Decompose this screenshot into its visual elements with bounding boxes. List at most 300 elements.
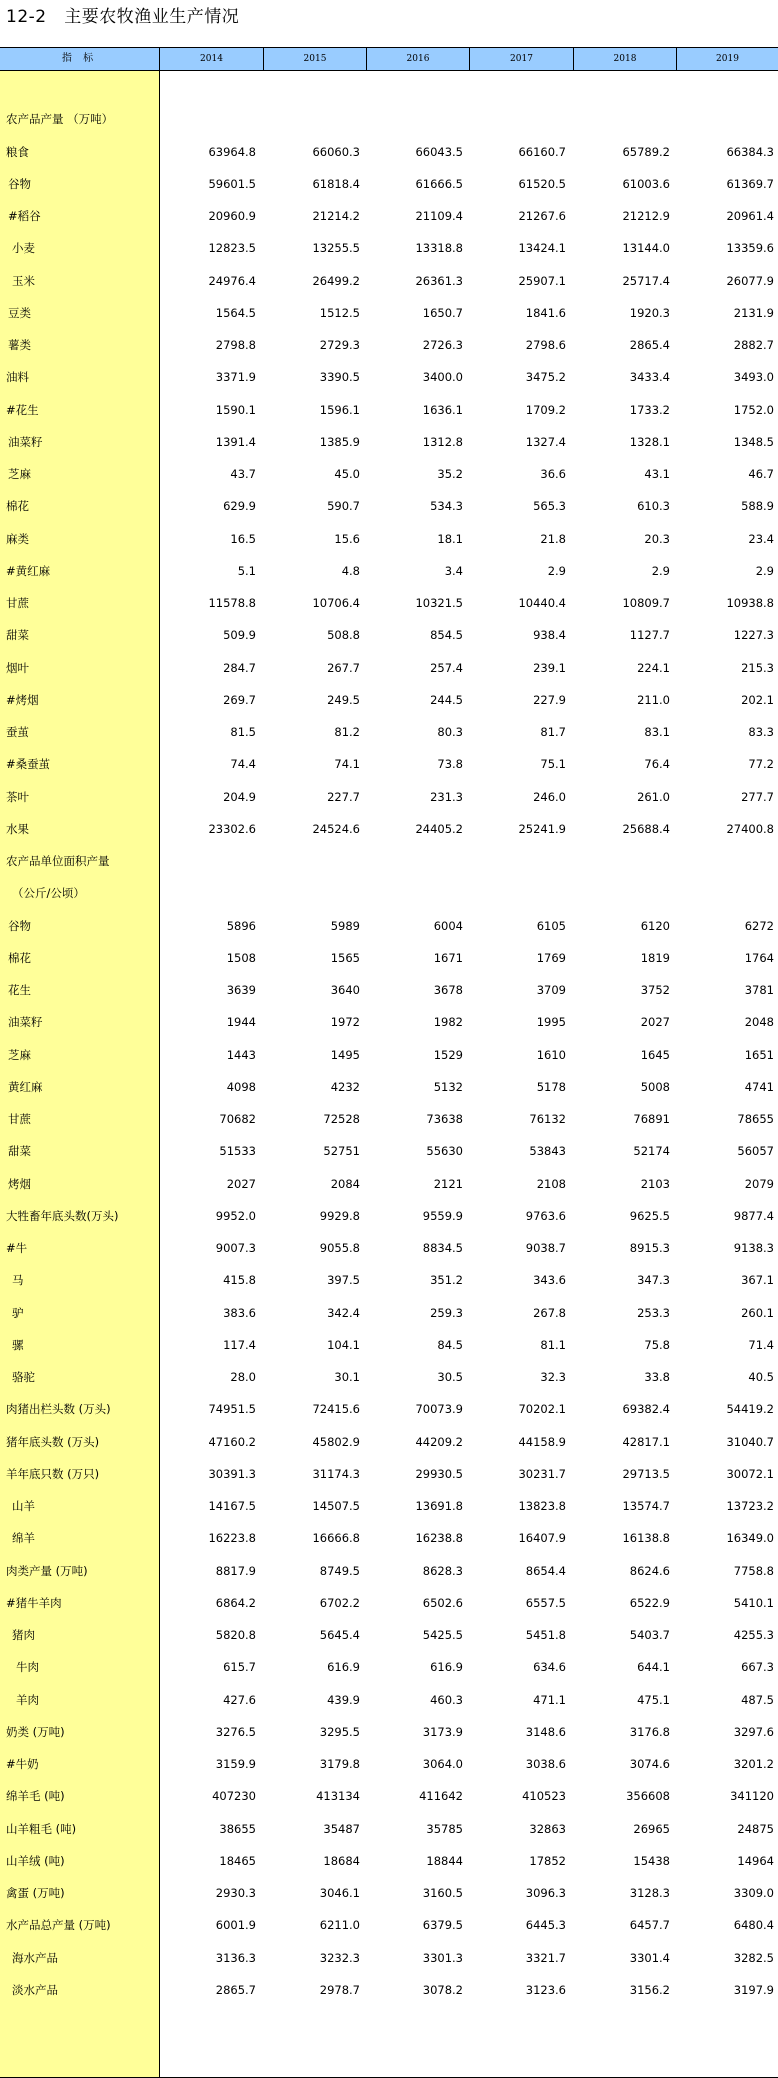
table-row bbox=[0, 1684, 778, 1716]
table-row bbox=[0, 71, 778, 103]
value-cell: 13823.8 bbox=[518, 1499, 566, 1513]
row-label: 甜菜 bbox=[8, 1144, 31, 1159]
value-cell: 9625.5 bbox=[629, 1208, 670, 1223]
value-cell: 74951.5 bbox=[208, 1402, 256, 1417]
value-cell: 4232 bbox=[330, 1079, 360, 1094]
value-cell: 3074.6 bbox=[629, 1757, 670, 1771]
value-cell: 3176.8 bbox=[629, 1724, 670, 1739]
value-cell: 239.1 bbox=[533, 660, 566, 675]
row-label: 芝麻 bbox=[8, 467, 31, 481]
value-cell: 20961.4 bbox=[726, 209, 774, 223]
row-label: #桑蚕茧 bbox=[6, 757, 51, 772]
value-cell: 383.6 bbox=[223, 1305, 256, 1320]
value-cell: 3295.5 bbox=[319, 1724, 360, 1739]
value-cell: 52751 bbox=[323, 1144, 360, 1159]
row-label: 羊年底只数 (万只) bbox=[6, 1466, 100, 1481]
value-cell: 36.6 bbox=[540, 467, 566, 481]
value-cell: 1841.6 bbox=[525, 305, 566, 320]
value-cell: 634.6 bbox=[533, 1660, 566, 1675]
table-row bbox=[0, 232, 778, 264]
value-cell: 8915.3 bbox=[629, 1241, 670, 1255]
value-cell: 9952.0 bbox=[215, 1208, 256, 1223]
row-label: 水果 bbox=[6, 821, 29, 836]
value-cell: 5.1 bbox=[237, 563, 256, 578]
value-cell: 13144.0 bbox=[622, 241, 670, 256]
table-row bbox=[0, 1458, 778, 1490]
value-cell: 615.7 bbox=[223, 1660, 256, 1675]
value-cell bbox=[486, 877, 566, 909]
value-cell: 367.1 bbox=[741, 1273, 774, 1288]
value-cell: 2930.3 bbox=[215, 1886, 256, 1900]
value-cell: 40.5 bbox=[748, 1370, 774, 1384]
value-cell bbox=[590, 103, 670, 135]
table-row bbox=[0, 619, 778, 651]
value-cell: 83.3 bbox=[748, 725, 774, 739]
table-row bbox=[0, 845, 778, 877]
value-cell: 2084 bbox=[330, 1176, 360, 1191]
value-cell: 44158.9 bbox=[518, 1434, 566, 1449]
table-row bbox=[0, 1168, 778, 1200]
value-cell: 410523 bbox=[522, 1789, 566, 1804]
table-row bbox=[0, 1974, 778, 2006]
value-cell: 81.1 bbox=[540, 1337, 566, 1352]
value-cell: 28.0 bbox=[230, 1370, 256, 1384]
value-cell: 61666.5 bbox=[415, 176, 463, 191]
row-label: 棉花 bbox=[8, 950, 31, 965]
table-header bbox=[0, 47, 778, 71]
value-cell: 253.3 bbox=[637, 1305, 670, 1320]
value-cell: 343.6 bbox=[533, 1273, 566, 1288]
table-row bbox=[0, 394, 778, 426]
value-cell: 81.5 bbox=[230, 725, 256, 739]
row-label: 麻类 bbox=[6, 531, 29, 546]
value-cell: 1596.1 bbox=[319, 402, 360, 417]
value-cell: 16349.0 bbox=[726, 1531, 774, 1546]
value-cell: 1671 bbox=[433, 950, 463, 965]
value-cell: 8817.9 bbox=[215, 1563, 256, 1578]
table-row bbox=[0, 1103, 778, 1135]
value-cell: 1127.7 bbox=[629, 628, 670, 643]
value-cell: 16238.8 bbox=[415, 1531, 463, 1546]
value-cell: 31040.7 bbox=[726, 1434, 774, 1449]
row-label: 烤烟 bbox=[8, 1176, 31, 1191]
table-row bbox=[0, 813, 778, 845]
value-cell: 267.8 bbox=[533, 1305, 566, 1320]
value-cell: 1385.9 bbox=[319, 434, 360, 449]
header-year: 2014 bbox=[160, 48, 264, 70]
value-cell: 8749.5 bbox=[319, 1563, 360, 1578]
value-cell: 509.9 bbox=[223, 628, 256, 643]
value-cell: 1227.3 bbox=[733, 628, 774, 643]
value-cell: 3232.3 bbox=[319, 1950, 360, 1965]
value-cell: 2798.6 bbox=[525, 338, 566, 352]
value-cell: 415.8 bbox=[223, 1273, 256, 1288]
value-cell: 24405.2 bbox=[415, 821, 463, 836]
row-label: #稻谷 bbox=[8, 209, 41, 223]
value-cell: 1645 bbox=[640, 1047, 670, 1062]
row-label: （公斤/公顷） bbox=[12, 886, 85, 901]
value-cell: 27400.8 bbox=[726, 821, 774, 836]
value-cell: 351.2 bbox=[430, 1273, 463, 1288]
value-cell: 4098 bbox=[226, 1079, 256, 1094]
table-row bbox=[0, 297, 778, 329]
value-cell: 24524.6 bbox=[312, 821, 360, 836]
value-cell: 29930.5 bbox=[415, 1466, 463, 1481]
value-cell: 63964.8 bbox=[208, 144, 256, 159]
table-row bbox=[0, 426, 778, 458]
row-label: #黄红麻 bbox=[6, 563, 51, 578]
value-cell: 56057 bbox=[737, 1144, 774, 1159]
value-cell: 15438 bbox=[633, 1853, 670, 1868]
value-cell: 269.7 bbox=[223, 692, 256, 707]
value-cell: 3173.9 bbox=[422, 1724, 463, 1739]
value-cell: 610.3 bbox=[637, 499, 670, 514]
value-cell: 74.4 bbox=[230, 757, 256, 772]
value-cell: 11578.8 bbox=[208, 596, 256, 610]
row-label: 油菜籽 bbox=[8, 1015, 43, 1030]
table-row bbox=[0, 877, 778, 909]
value-cell: 20960.9 bbox=[208, 209, 256, 223]
value-cell bbox=[590, 877, 670, 909]
value-cell: 3321.7 bbox=[525, 1950, 566, 1965]
value-cell: 2103 bbox=[640, 1176, 670, 1191]
value-cell: 42817.1 bbox=[622, 1434, 670, 1449]
value-cell: 3276.5 bbox=[215, 1724, 256, 1739]
value-cell: 4.8 bbox=[341, 563, 360, 578]
value-cell: 77.2 bbox=[748, 757, 774, 772]
value-cell: 3493.0 bbox=[733, 370, 774, 385]
row-label: 粮食 bbox=[6, 144, 29, 159]
value-cell: 1733.2 bbox=[629, 402, 670, 417]
value-cell: 5645.4 bbox=[319, 1628, 360, 1642]
table-row bbox=[0, 1845, 778, 1877]
value-cell: 51533 bbox=[219, 1144, 256, 1159]
value-cell: 5132 bbox=[433, 1079, 463, 1094]
row-label: 油菜籽 bbox=[8, 434, 43, 449]
value-cell: 1327.4 bbox=[525, 434, 566, 449]
table-row bbox=[0, 1426, 778, 1458]
value-cell: 26077.9 bbox=[726, 273, 774, 288]
table-row bbox=[0, 684, 778, 716]
value-cell: 3475.2 bbox=[525, 370, 566, 385]
value-cell: 3433.4 bbox=[629, 370, 670, 385]
table-row bbox=[0, 555, 778, 587]
value-cell: 3400.0 bbox=[422, 370, 463, 385]
value-cell: 26499.2 bbox=[312, 273, 360, 288]
value-cell: 73638 bbox=[426, 1112, 463, 1126]
row-label: 骡 bbox=[12, 1337, 24, 1352]
value-cell: 588.9 bbox=[741, 499, 774, 514]
value-cell: 3038.6 bbox=[525, 1757, 566, 1771]
value-cell: 16138.8 bbox=[622, 1531, 670, 1546]
value-cell bbox=[383, 877, 463, 909]
table-row bbox=[0, 1071, 778, 1103]
value-cell: 46.7 bbox=[748, 467, 774, 481]
table-row bbox=[0, 200, 778, 232]
row-label: 薯类 bbox=[8, 338, 31, 352]
value-cell: 1819 bbox=[640, 950, 670, 965]
value-cell: 3179.8 bbox=[319, 1757, 360, 1771]
row-label: 烟叶 bbox=[6, 660, 29, 675]
value-cell: 3197.9 bbox=[733, 1982, 774, 1997]
value-cell: 10706.4 bbox=[312, 596, 360, 610]
value-cell: 71.4 bbox=[748, 1337, 774, 1352]
value-cell: 6445.3 bbox=[525, 1918, 566, 1933]
value-cell: 341120 bbox=[730, 1789, 774, 1804]
value-cell: 21214.2 bbox=[312, 209, 360, 223]
value-cell bbox=[176, 845, 256, 877]
table-row bbox=[0, 974, 778, 1006]
value-cell: 15.6 bbox=[334, 531, 360, 546]
value-cell: 13574.7 bbox=[622, 1499, 670, 1513]
table-row bbox=[0, 716, 778, 748]
value-cell: 1769 bbox=[536, 950, 566, 965]
value-cell: 1982 bbox=[433, 1015, 463, 1030]
value-cell: 43.1 bbox=[644, 467, 670, 481]
value-cell: 2108 bbox=[536, 1176, 566, 1191]
value-cell: 72415.6 bbox=[312, 1402, 360, 1417]
value-cell: 9055.8 bbox=[319, 1241, 360, 1255]
value-cell: 3159.9 bbox=[215, 1757, 256, 1771]
row-label: 绵羊毛 (吨) bbox=[6, 1789, 65, 1804]
value-cell: 1529 bbox=[433, 1047, 463, 1062]
value-cell: 259.3 bbox=[430, 1305, 463, 1320]
value-cell: 1650.7 bbox=[422, 305, 463, 320]
table-row bbox=[0, 1393, 778, 1425]
value-cell: 70682 bbox=[219, 1112, 256, 1126]
value-cell: 6702.2 bbox=[319, 1595, 360, 1610]
value-cell: 1565 bbox=[330, 950, 360, 965]
value-cell: 8654.4 bbox=[525, 1563, 566, 1578]
row-label: 水产品总产量 (万吨) bbox=[6, 1918, 111, 1933]
value-cell: 4741 bbox=[744, 1079, 774, 1094]
row-label: 芝麻 bbox=[8, 1047, 31, 1062]
row-label: 甜菜 bbox=[6, 628, 29, 643]
value-cell: 277.7 bbox=[741, 789, 774, 804]
value-cell bbox=[280, 877, 360, 909]
value-cell: 667.3 bbox=[741, 1660, 774, 1675]
value-cell: 30391.3 bbox=[208, 1466, 256, 1481]
value-cell: 413134 bbox=[316, 1789, 360, 1804]
value-cell: 75.8 bbox=[644, 1337, 670, 1352]
value-cell: 30072.1 bbox=[726, 1466, 774, 1481]
row-label: 茶叶 bbox=[6, 789, 29, 804]
value-cell: 81.7 bbox=[540, 725, 566, 739]
value-cell: 16.5 bbox=[230, 531, 256, 546]
value-cell: 66060.3 bbox=[312, 144, 360, 159]
value-cell bbox=[486, 845, 566, 877]
row-label: 玉米 bbox=[12, 273, 35, 288]
value-cell: 397.5 bbox=[327, 1273, 360, 1288]
row-label: 山羊 bbox=[12, 1499, 35, 1513]
value-cell: 43.7 bbox=[230, 467, 256, 481]
value-cell: 9929.8 bbox=[319, 1208, 360, 1223]
row-label: #花生 bbox=[6, 402, 39, 417]
row-label: 蚕茧 bbox=[6, 725, 29, 739]
value-cell: 475.1 bbox=[637, 1692, 670, 1707]
value-cell bbox=[694, 845, 774, 877]
value-cell: 4255.3 bbox=[733, 1628, 774, 1642]
value-cell: 75.1 bbox=[540, 757, 566, 772]
value-cell: 8624.6 bbox=[629, 1563, 670, 1578]
value-cell: 76891 bbox=[633, 1112, 670, 1126]
value-cell: 70202.1 bbox=[518, 1402, 566, 1417]
table-row bbox=[0, 1490, 778, 1522]
value-cell: 45802.9 bbox=[312, 1434, 360, 1449]
value-cell: 257.4 bbox=[430, 660, 463, 675]
value-cell: 9877.4 bbox=[733, 1208, 774, 1223]
value-cell: 6001.9 bbox=[215, 1918, 256, 1933]
value-cell: 534.3 bbox=[430, 499, 463, 514]
value-cell: 3201.2 bbox=[733, 1757, 774, 1771]
value-cell bbox=[694, 103, 774, 135]
value-cell: 1972 bbox=[330, 1015, 360, 1030]
value-cell: 5403.7 bbox=[629, 1628, 670, 1642]
value-cell: 25717.4 bbox=[622, 273, 670, 288]
value-cell: 284.7 bbox=[223, 660, 256, 675]
value-cell: 227.7 bbox=[327, 789, 360, 804]
value-cell: 5178 bbox=[536, 1079, 566, 1094]
value-cell: 854.5 bbox=[430, 628, 463, 643]
value-cell: 7758.8 bbox=[733, 1563, 774, 1578]
table-row bbox=[0, 1361, 778, 1393]
value-cell: 3.4 bbox=[444, 563, 463, 578]
table-row bbox=[0, 1942, 778, 1974]
value-cell: 55630 bbox=[426, 1144, 463, 1159]
value-cell: 10440.4 bbox=[518, 596, 566, 610]
value-cell: 66384.3 bbox=[726, 144, 774, 159]
table-row bbox=[0, 652, 778, 684]
value-cell: 9038.7 bbox=[525, 1241, 566, 1255]
value-cell: 6120 bbox=[640, 918, 670, 933]
value-cell: 21212.9 bbox=[622, 209, 670, 223]
value-cell: 6379.5 bbox=[422, 1918, 463, 1933]
value-cell: 427.6 bbox=[223, 1692, 256, 1707]
value-cell: 1348.5 bbox=[733, 434, 774, 449]
value-cell: 6004 bbox=[433, 918, 463, 933]
value-cell: 347.3 bbox=[637, 1273, 670, 1288]
value-cell: 3148.6 bbox=[525, 1724, 566, 1739]
table-row bbox=[0, 1039, 778, 1071]
value-cell: 2121 bbox=[433, 1176, 463, 1191]
value-cell: 47160.2 bbox=[208, 1434, 256, 1449]
value-cell: 411642 bbox=[419, 1789, 463, 1804]
value-cell bbox=[694, 71, 774, 103]
value-cell: 18844 bbox=[426, 1853, 463, 1868]
value-cell: 81.2 bbox=[334, 725, 360, 739]
value-cell: 13691.8 bbox=[415, 1499, 463, 1513]
value-cell: 35785 bbox=[426, 1821, 463, 1836]
value-cell: 246.0 bbox=[533, 789, 566, 804]
value-cell: 74.1 bbox=[334, 757, 360, 772]
header-year: 2019 bbox=[716, 54, 739, 64]
row-label: 谷物 bbox=[8, 918, 31, 933]
value-cell: 8628.3 bbox=[422, 1563, 463, 1578]
value-cell: 644.1 bbox=[637, 1660, 670, 1675]
row-label: 肉类产量 (万吨) bbox=[6, 1563, 88, 1578]
value-cell: 83.1 bbox=[644, 725, 670, 739]
value-cell: 2.9 bbox=[651, 563, 670, 578]
value-cell: 1328.1 bbox=[629, 434, 670, 449]
value-cell: 69382.4 bbox=[622, 1402, 670, 1417]
table-row bbox=[0, 458, 778, 490]
row-label: 黄红麻 bbox=[8, 1079, 43, 1094]
row-label: 肉猪出栏头数 (万头) bbox=[6, 1402, 111, 1417]
value-cell: 1312.8 bbox=[422, 434, 463, 449]
value-cell: 565.3 bbox=[533, 499, 566, 514]
value-cell: 5451.8 bbox=[525, 1628, 566, 1642]
value-cell: 267.7 bbox=[327, 660, 360, 675]
table-row bbox=[0, 1619, 778, 1651]
value-cell: 590.7 bbox=[327, 499, 360, 514]
value-cell: 16666.8 bbox=[312, 1531, 360, 1546]
value-cell: 13723.2 bbox=[726, 1499, 774, 1513]
value-cell: 3639 bbox=[226, 983, 256, 997]
row-label: 猪年底头数 (万头) bbox=[6, 1434, 100, 1449]
table-row bbox=[0, 329, 778, 361]
value-cell: 5820.8 bbox=[215, 1628, 256, 1642]
value-cell: 2865.4 bbox=[629, 338, 670, 352]
row-label: 山羊绒 (吨) bbox=[6, 1853, 65, 1868]
value-cell: 260.1 bbox=[741, 1305, 774, 1320]
value-cell: 1512.5 bbox=[319, 305, 360, 320]
value-cell bbox=[383, 103, 463, 135]
table-row bbox=[0, 168, 778, 200]
value-cell: 3078.2 bbox=[422, 1982, 463, 1997]
value-cell: 26361.3 bbox=[415, 273, 463, 288]
row-label: 花生 bbox=[8, 983, 31, 997]
value-cell: 9138.3 bbox=[733, 1241, 774, 1255]
value-cell: 24976.4 bbox=[208, 273, 256, 288]
value-cell: 5989 bbox=[330, 918, 360, 933]
value-cell: 2726.3 bbox=[422, 338, 463, 352]
table-row bbox=[0, 1200, 778, 1232]
value-cell: 6457.7 bbox=[629, 1918, 670, 1933]
value-cell bbox=[176, 103, 256, 135]
value-cell: 6480.4 bbox=[733, 1918, 774, 1933]
value-cell: 25688.4 bbox=[622, 821, 670, 836]
data-table bbox=[0, 47, 778, 2078]
value-cell: 76132 bbox=[529, 1112, 566, 1126]
table-row bbox=[0, 1522, 778, 1554]
table-row bbox=[0, 1877, 778, 1909]
value-cell: 18684 bbox=[323, 1853, 360, 1868]
header-year: 2016 bbox=[367, 48, 470, 70]
row-label: 小麦 bbox=[12, 241, 35, 256]
value-cell: 3064.0 bbox=[422, 1757, 463, 1771]
value-cell: 1709.2 bbox=[525, 402, 566, 417]
value-cell: 3309.0 bbox=[733, 1886, 774, 1900]
value-cell: 54419.2 bbox=[726, 1402, 774, 1417]
value-cell: 6211.0 bbox=[319, 1918, 360, 1933]
table-row bbox=[0, 587, 778, 619]
table-row bbox=[0, 136, 778, 168]
value-cell: 6864.2 bbox=[215, 1595, 256, 1610]
value-cell: 1443 bbox=[226, 1047, 256, 1062]
row-label: 绵羊 bbox=[12, 1531, 35, 1546]
table-row bbox=[0, 1716, 778, 1748]
value-cell: 2729.3 bbox=[319, 338, 360, 352]
value-cell: 6502.6 bbox=[422, 1595, 463, 1610]
value-cell: 13255.5 bbox=[312, 241, 360, 256]
value-cell: 10938.8 bbox=[726, 596, 774, 610]
value-cell: 35487 bbox=[323, 1821, 360, 1836]
value-cell: 33.8 bbox=[644, 1370, 670, 1384]
value-cell: 14964 bbox=[737, 1853, 774, 1868]
row-label: 豆类 bbox=[8, 305, 31, 320]
value-cell: 14167.5 bbox=[208, 1499, 256, 1513]
value-cell: 1391.4 bbox=[215, 434, 256, 449]
